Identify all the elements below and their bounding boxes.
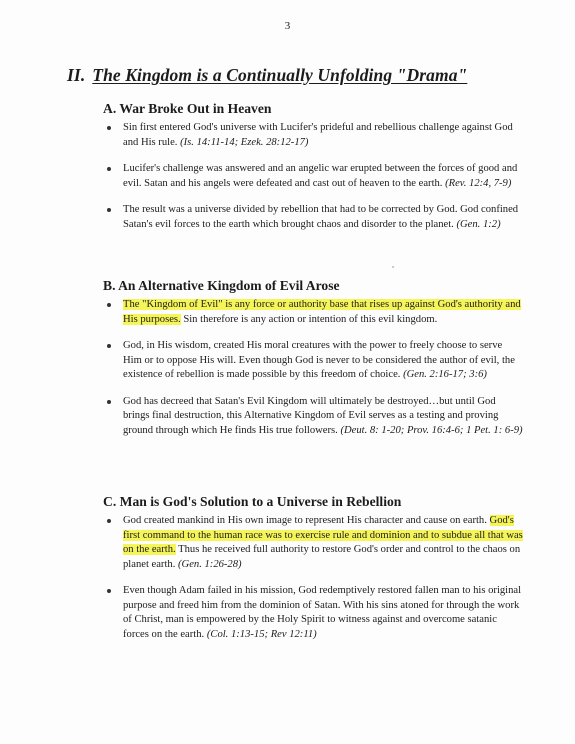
page-number: 3 [284,20,291,32]
bullet-text: God has decreed that Satan's Evil Kingdom will ultimately be destroyed…but until God brings final destruction, this Alternative Kingdom of Evil serves as a testing and proving ground through which He finds His true followers. [123,395,499,436]
list-item [103,298,523,327]
list-item [103,395,523,439]
section-title [67,64,537,86]
bullet-text: God created mankind in His own image to represent His character and cause on earth. [123,515,487,526]
highlighted-text: The "Kingdom of Evil" is any force or authority base that rises up against God's authority and His purposes. [123,299,521,325]
list-item [103,339,523,383]
subsection-heading: C. Man is God's Solution to a Universe in Rebellion [103,494,402,509]
scan-speck [392,266,394,268]
bullet-text: The result was a universe divided by rebellion that had to be corrected by God. God confined Satan's evil forces to the earth which brought chaos and disorder to the planet. [123,204,519,230]
list-item [103,162,523,191]
section-title-text: The Kingdom is a Continually Unfolding "Drama" [92,65,468,85]
list-item [103,203,523,232]
subsection-a [103,100,523,232]
bullet-text: Sin therefore is any action or intention of this evil kingdom. [183,313,438,325]
subsection-b [103,277,523,438]
subsection-heading: A. War Broke Out in Heaven [103,101,272,116]
bullet-text: Lucifer's challenge was answered and an angelic war erupted between the forces of good and evil. Satan and his angels were defeated and cast out of heaven to the earth. [123,163,518,189]
bullet-citation: (Rev. 12:4, 7-9) [445,177,512,189]
bullet-citation: (Gen. 1:26-28) [178,558,242,570]
bullet-text: God, in His wisdom, created His moral creatures with the power to freely choose to serve Him or to oppose His will. Even though God is never to be considered the author of evil, the existence of rebellion is made possible by this freedom of choice. [123,340,515,380]
list-item [103,584,523,642]
subsection-heading: B. An Alternative Kingdom of Evil Arose [103,278,340,293]
bullet-text: Even though Adam failed in his mission, God redemptively restored fallen man to his original purpose and freed him from the dominion of Satan. With his sins atoned for through the work of Christ, man is empowered by the Holy Spirit to witness against and overcome satanic forces on the earth. [123,585,522,640]
bullet-citation: (Col. 1:13-15; Rev 12:11) [206,628,317,640]
bullet-text: Thus he received full authority to restore God's order and control to the chaos on planet earth. [123,544,521,570]
highlighted-text: God's first command to the human race was to exercise rule and dominion and to subdue all that was on the earth. [123,515,523,555]
bullet-citation: (Gen. 1:2) [456,218,501,230]
subsection-c [103,493,523,642]
list-item [103,514,523,572]
section-number: II. [67,65,86,85]
bullet-text: Sin first entered God's universe with Lucifer's prideful and rebellious challenge against God and His rule. [123,122,513,148]
bullet-citation: (Deut. 8: 1-20; Prov. 16:4-6; 1 Pet. 1: 6-9) [340,424,523,436]
bullet-citation: (Is. 14:11-14; Ezek. 28:12-17) [180,136,309,148]
bullet-citation: (Gen. 2:16-17; 3:6) [403,369,487,380]
list-item [103,121,523,150]
